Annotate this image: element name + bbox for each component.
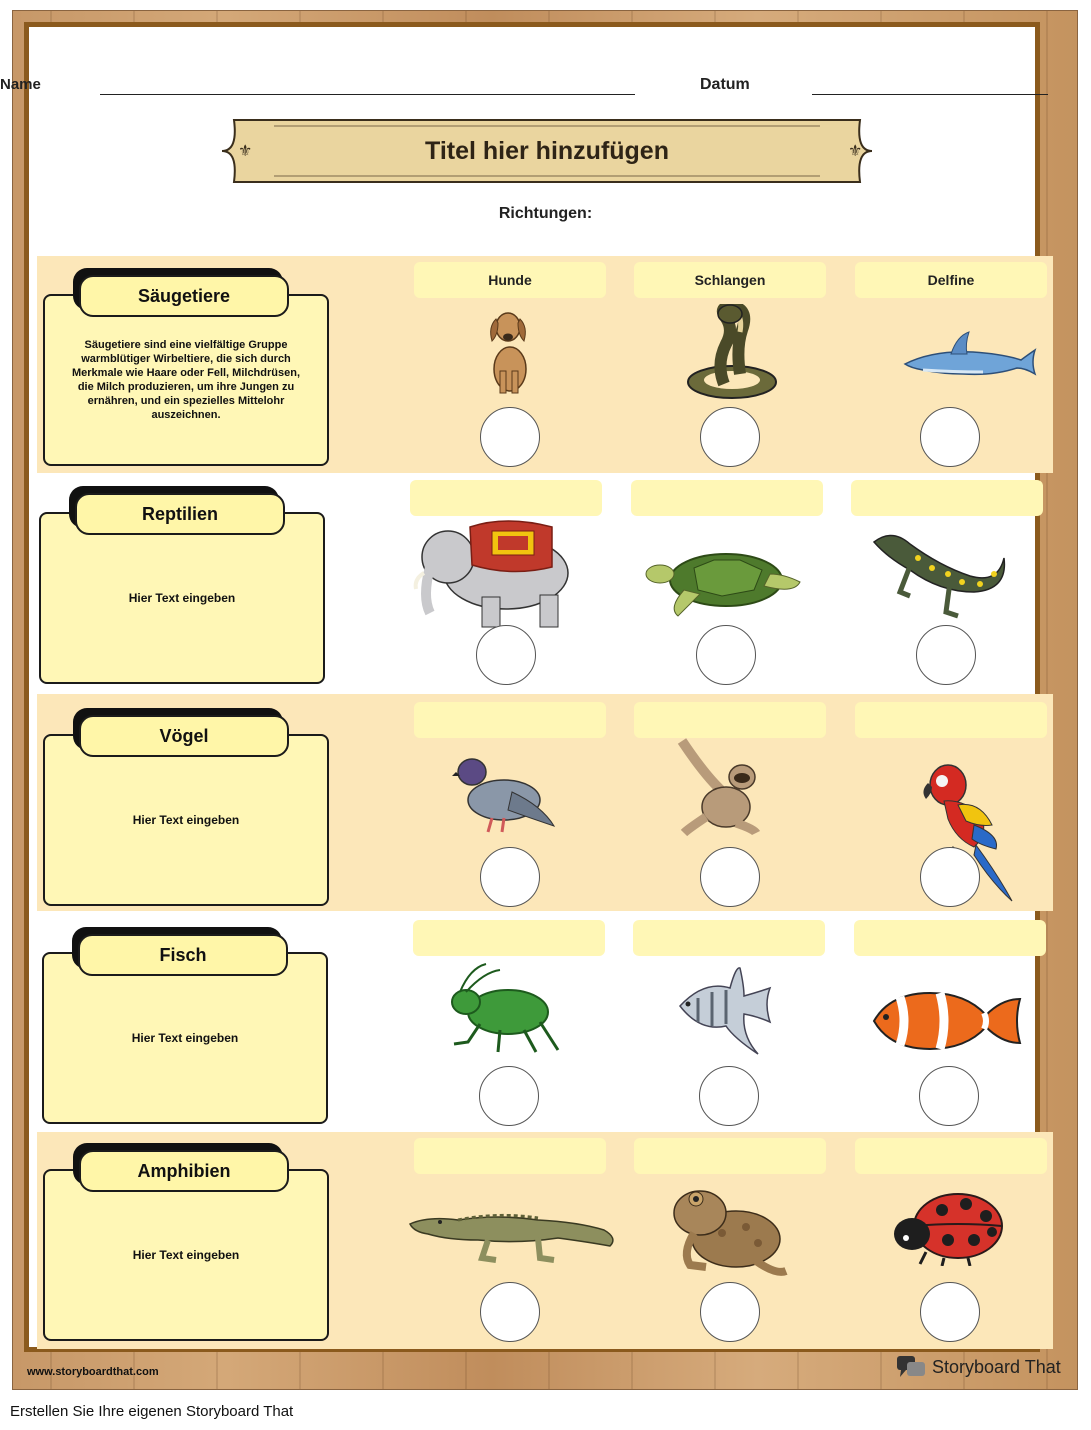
elephant-image bbox=[412, 517, 576, 633]
label-box[interactable] bbox=[631, 480, 823, 516]
answer-circle[interactable] bbox=[700, 847, 760, 907]
category-title[interactable]: Vögel bbox=[79, 715, 289, 757]
aphid-image bbox=[440, 962, 566, 1056]
dolphin-image bbox=[903, 328, 1037, 384]
toad-image bbox=[666, 1183, 788, 1279]
answer-circle[interactable] bbox=[920, 847, 980, 907]
answer-circle[interactable] bbox=[476, 625, 536, 685]
category-title[interactable]: Amphibien bbox=[79, 1150, 289, 1192]
answer-circle[interactable] bbox=[700, 1282, 760, 1342]
category-card bbox=[42, 952, 328, 1124]
answer-circle[interactable] bbox=[919, 1066, 979, 1126]
logo-text: Storyboard That bbox=[932, 1356, 1061, 1377]
pigeon-image bbox=[452, 752, 556, 834]
answer-circle[interactable] bbox=[700, 407, 760, 467]
label-box[interactable] bbox=[854, 920, 1046, 956]
label-box[interactable] bbox=[414, 1138, 606, 1174]
svg-text:⚜: ⚜ bbox=[848, 141, 863, 160]
answer-circle[interactable] bbox=[920, 407, 980, 467]
angelfish-image bbox=[674, 966, 772, 1056]
category-title[interactable]: Fisch bbox=[78, 934, 288, 976]
label-box[interactable] bbox=[633, 920, 825, 956]
answer-circle[interactable] bbox=[696, 625, 756, 685]
answer-circle[interactable] bbox=[916, 625, 976, 685]
svg-text:⚜: ⚜ bbox=[238, 141, 253, 160]
label-box[interactable] bbox=[413, 920, 605, 956]
answer-circle[interactable] bbox=[699, 1066, 759, 1126]
category-title[interactable]: Säugetiere bbox=[79, 275, 289, 317]
lizard-image bbox=[870, 530, 1010, 622]
label-box[interactable] bbox=[414, 702, 606, 738]
category-description[interactable]: Säugetiere sind eine vielfältige Gruppe warmblütiger Wirbeltiere, die sich durch Merkmale wie Haare oder Fell, Milchdrüsen, die Milch produzieren, um ihre Jungen zu ernähren, und ein spezielles Mittelohr auszeichnen. bbox=[71, 339, 301, 421]
dog-image bbox=[480, 305, 540, 397]
bottom-caption[interactable]: Erstellen Sie Ihre eigenen Storyboard That bbox=[10, 1403, 294, 1420]
name-line bbox=[100, 94, 635, 95]
label-box[interactable] bbox=[634, 1138, 826, 1174]
answer-circle[interactable] bbox=[480, 847, 540, 907]
category-card bbox=[39, 512, 325, 684]
category-title[interactable]: Reptilien bbox=[75, 493, 285, 535]
label-box[interactable] bbox=[410, 480, 602, 516]
cobra-image bbox=[676, 304, 782, 402]
name-label: Name bbox=[0, 76, 41, 93]
category-card bbox=[43, 1169, 329, 1341]
label-box[interactable] bbox=[851, 480, 1043, 516]
sloth-image bbox=[676, 737, 762, 837]
directions-label: Richtungen: bbox=[498, 205, 593, 222]
category-card bbox=[43, 734, 329, 906]
answer-circle[interactable] bbox=[920, 1282, 980, 1342]
footer-url[interactable]: www.storyboardthat.com bbox=[27, 1366, 159, 1378]
label-box[interactable]: Schlangen bbox=[634, 262, 826, 298]
category-description[interactable]: Hier Text eingeben bbox=[132, 1248, 240, 1262]
label-box[interactable] bbox=[634, 702, 826, 738]
title-banner bbox=[220, 118, 874, 184]
crocodile-image bbox=[408, 1204, 620, 1266]
label-box[interactable] bbox=[855, 1138, 1047, 1174]
answer-circle[interactable] bbox=[479, 1066, 539, 1126]
category-description[interactable]: Hier Text eingeben bbox=[131, 1031, 239, 1045]
clownfish-image bbox=[870, 985, 1022, 1055]
answer-circle[interactable] bbox=[480, 407, 540, 467]
label-box[interactable] bbox=[855, 702, 1047, 738]
ladybug-image bbox=[892, 1188, 1006, 1266]
label-box[interactable]: Hunde bbox=[414, 262, 606, 298]
category-description[interactable]: Hier Text eingeben bbox=[132, 813, 240, 827]
category-card bbox=[43, 294, 329, 466]
label-box[interactable]: Delfine bbox=[855, 262, 1047, 298]
category-description[interactable]: Hier Text eingeben bbox=[128, 591, 236, 605]
worksheet-title[interactable]: Titel hier hinzufügen bbox=[425, 137, 669, 165]
turtle-image bbox=[644, 550, 804, 620]
date-line bbox=[812, 94, 1048, 95]
speech-bubble-icon bbox=[896, 1355, 926, 1379]
answer-circle[interactable] bbox=[480, 1282, 540, 1342]
storyboardthat-logo[interactable] bbox=[896, 1354, 1061, 1380]
date-label: Datum bbox=[700, 76, 750, 93]
